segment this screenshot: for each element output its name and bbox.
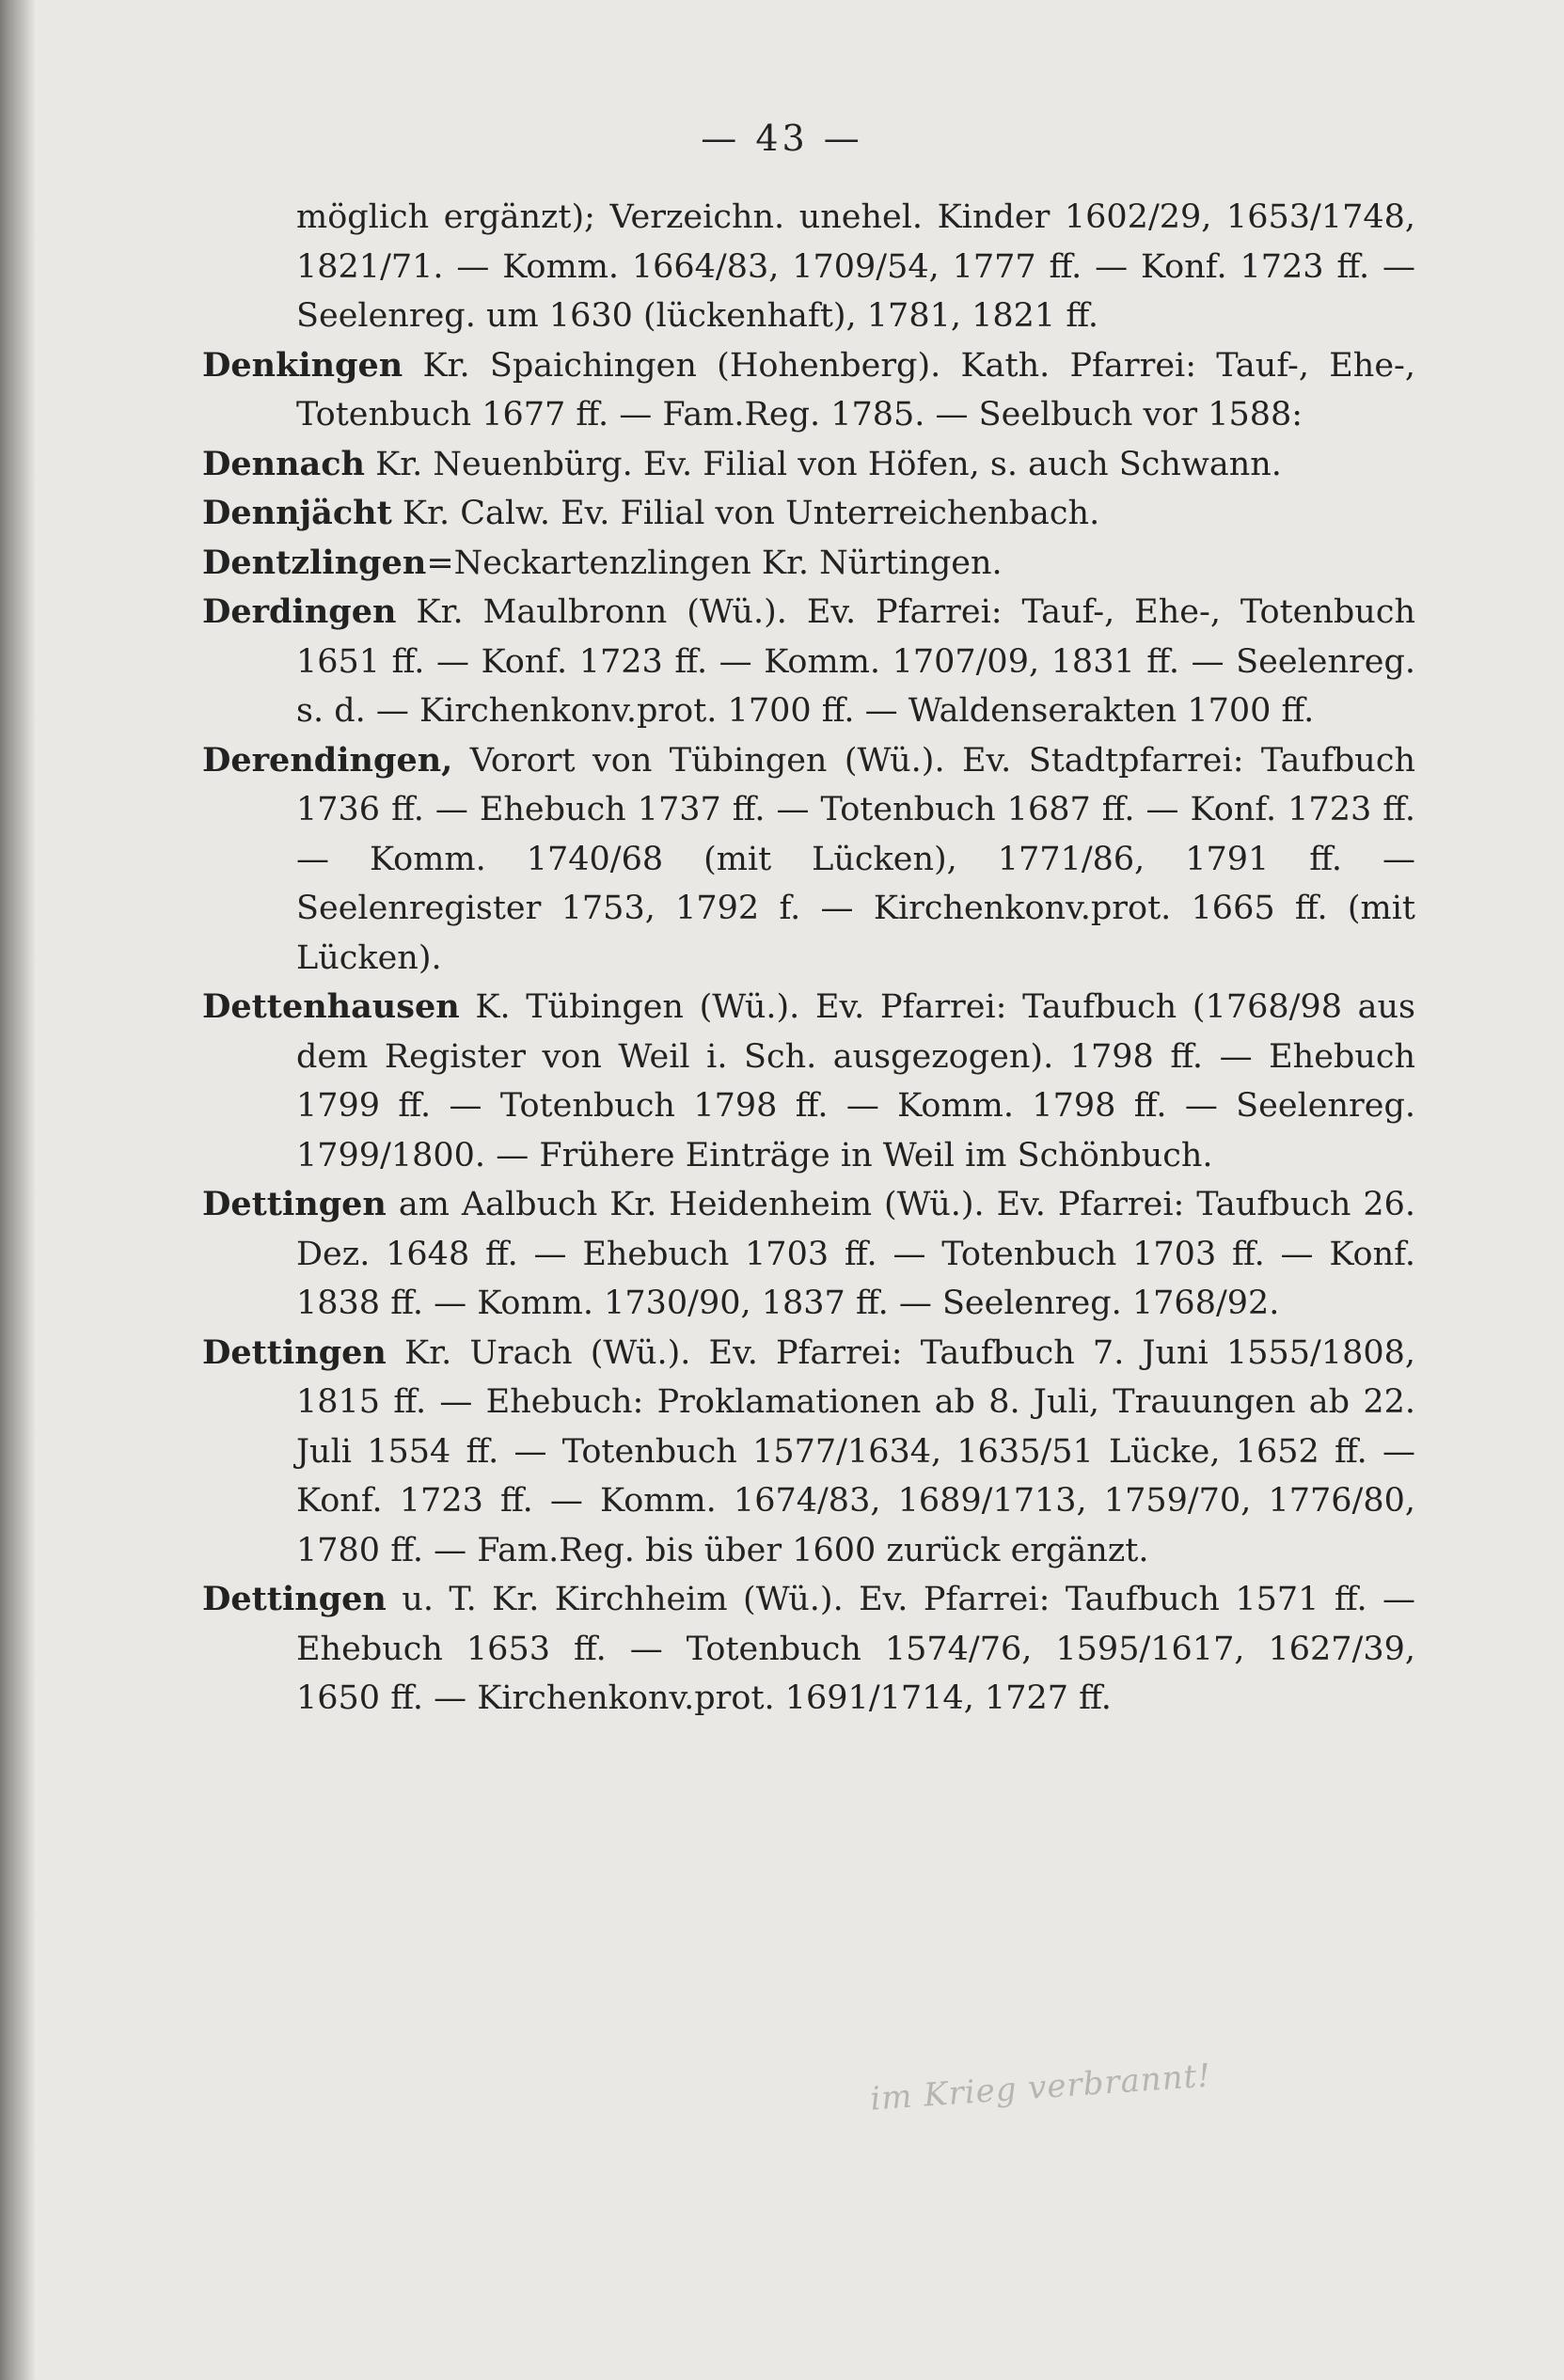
entry-body: K. Tübingen (Wü.). Ev. Pfarrei: Taufbuch (1768/98 aus dem Register von Weil i. Sch. ausgezogen). 1798 ff. — Ehebuch 1799 ff. — Totenbuch 1798 ff. — Komm. 1798 ff. — Seelenreg. 1799/1800. — Frühere Einträge in Weil im Schönbuch. [296,988,1415,1174]
entry-continuation [202,193,1415,341]
entry-body: Kr. Neuenbürg. Ev. Filial von Höfen, s. auch Schwann. [364,445,1282,483]
entry-head: Dettenhausen [202,987,460,1026]
entry-derdingen [202,588,1415,736]
entry-body: Vorort von Tübingen (Wü.). Ev. Stadtpfarrei: Taufbuch 1736 ff. — Ehebuch 1737 ff. — Totenbuch 1687 ff. — Konf. 1723 ff. — Komm. 1740/68 (mit Lücken), 1771/86, 1791 ff. — Seelenregister 1753, 1792 f. — Kirchenkonv.prot. 1665 ff. (mit Lücken). [296,741,1415,977]
entry-body: Kr. Calw. Ev. Filial von Unterreichenbach. [391,495,1100,532]
entry-dettingen-aalbuch [202,1180,1415,1329]
entry-list [202,193,1415,1724]
entry-body: möglich ergänzt); Verzeichn. unehel. Kinder 1602/29, 1653/1748, 1821/71. — Komm. 1664/83, 1709/54, 1777 ff. — Konf. 1723 ff. — Seelenreg. um 1630 (lückenhaft), 1781, 1821 ff. [296,198,1415,335]
entry-head: Derdingen [202,592,397,631]
entry-head: Derendingen, [202,740,453,780]
entry-body: Kr. Maulbronn (Wü.). Ev. Pfarrei: Tauf-, Ehe-, Totenbuch 1651 ff. — Konf. 1723 ff. — Komm. 1707/09, 1831 ff. — Seelenreg. s. d. — Kirchenkonv.prot. 1700 ff. — Waldenserakten 1700 ff. [296,593,1415,730]
binding-edge [0,0,36,2380]
entry-denkingen [202,341,1415,440]
entry-head: Dettingen [202,1185,387,1223]
entry-dettingen-teck [202,1575,1415,1724]
entry-body: Kr. Spaichingen (Hohenberg). Kath. Pfarrei: Tauf-, Ehe-, Totenbuch 1677 ff. — Fam.Reg. 1785. — Seelbuch vor 1588: [296,346,1415,433]
entry-dettenhausen [202,983,1415,1180]
entry-derendingen [202,736,1415,984]
entry-dennach [202,440,1415,490]
entry-head: Dennach [202,444,365,483]
entry-head: Denkingen [202,345,403,385]
entry-dentzlingen [202,539,1415,589]
entry-dennjaecht [202,489,1415,539]
entry-head: Dentzlingen [202,543,427,582]
entry-head: Dettingen [202,1332,387,1372]
entry-head: Dettingen [202,1580,387,1618]
page-number: — 43 — [701,118,863,159]
entry-body: Kr. Urach (Wü.). Ev. Pfarrei: Taufbuch 7. Juni 1555/1808, 1815 ff. — Ehebuch: Proklamationen ab 8. Juli, Trauungen ab 22. Juli 1554 ff. — Totenbuch 1577/1634, 1635/51 Lücke, 1652 ff. — Konf. 1723 ff. — Komm. 1674/83, 1689/1713, 1759/70, 1776/80, 1780 ff. — Fam.Reg. bis über 1600 zurück ergänzt. [296,1333,1415,1569]
entry-body: am Aalbuch Kr. Heidenheim (Wü.). Ev. Pfarrei: Taufbuch 26. Dez. 1648 ff. — Ehebuch 1703 ff. — Totenbuch 1703 ff. — Konf. 1838 ff. — Komm. 1730/90, 1837 ff. — Seelenreg. 1768/92. [296,1186,1415,1322]
entry-body: =Neckartenzlingen Kr. Nürtingen. [426,544,1003,582]
handwritten-note: im Krieg verbrannt! [869,2057,1213,2119]
entry-head: Dennjächt [202,494,392,532]
entry-dettingen-urach [202,1329,1415,1576]
entry-body: u. T. Kr. Kirchheim (Wü.). Ev. Pfarrei: Taufbuch 1571 ff. — Ehebuch 1653 ff. — Totenbuch 1574/76, 1595/1617, 1627/39, 1650 ff. — Kirchenkonv.prot. 1691/1714, 1727 ff. [296,1581,1415,1717]
